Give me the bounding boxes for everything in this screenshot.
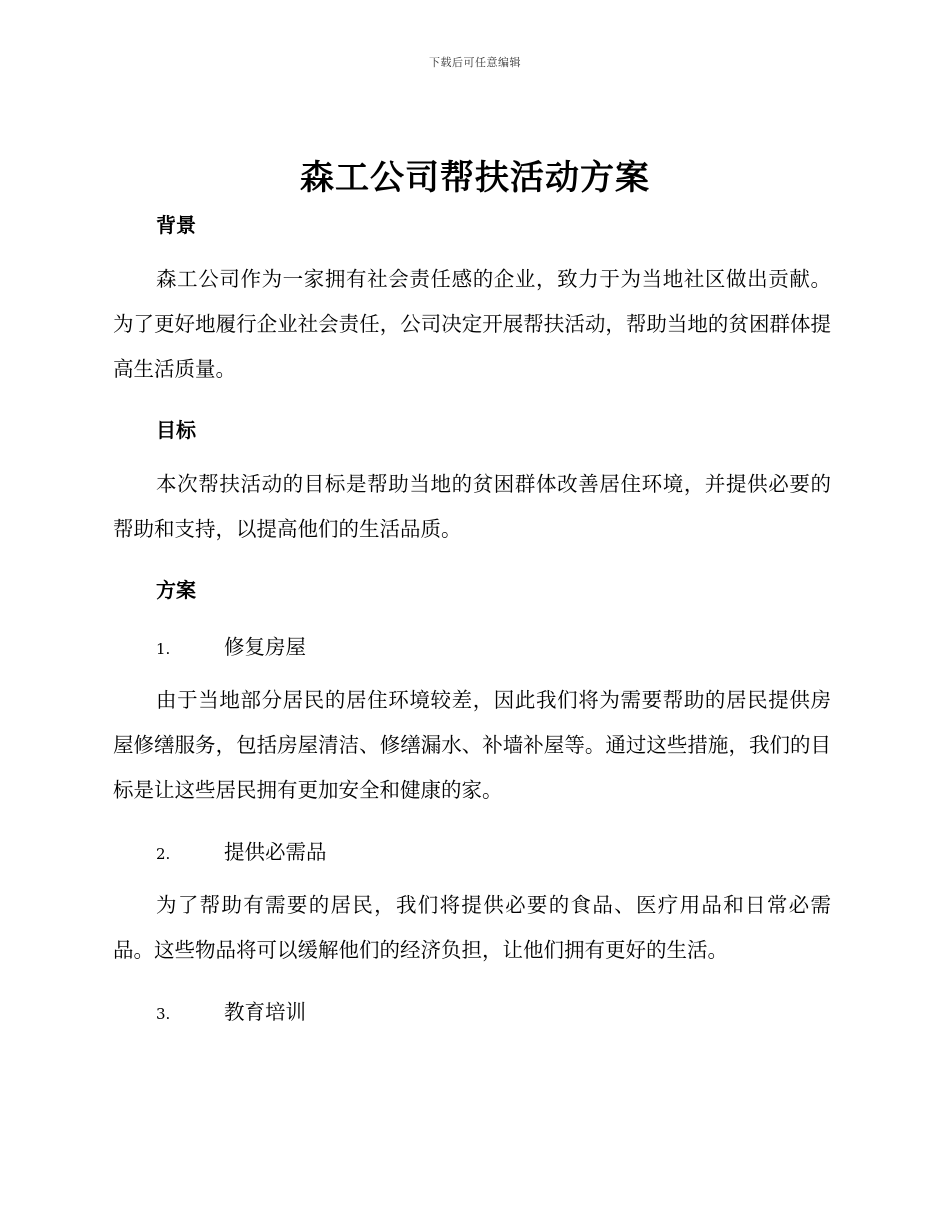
list-item-title: 教育培训 bbox=[224, 1000, 306, 1024]
list-item-number: 1. bbox=[156, 640, 171, 658]
paragraph-background: 森工公司作为一家拥有社会责任感的企业，致力于为当地社区做出贡献。为了更好地履行企业社会责任，公司决定开展帮扶活动，帮助当地的贫困群体提高生活质量。 bbox=[113, 267, 831, 381]
paragraph-necessities: 为了帮助有需要的居民，我们将提供必要的食品、医疗用品和日常必需品。这些物品将可以缓解他们的经济负担，让他们拥有更好的生活。 bbox=[113, 893, 831, 962]
header-note: 下载后可任意编辑 bbox=[429, 56, 521, 69]
section-heading-goal: 目标 bbox=[156, 418, 196, 442]
list-item-title: 修复房屋 bbox=[224, 635, 306, 659]
list-item-title: 提供必需品 bbox=[224, 840, 327, 864]
paragraph-repair-housing: 由于当地部分居民的居住环境较差，因此我们将为需要帮助的居民提供房屋修缮服务，包括房屋清洁、修缮漏水、补墙补屋等。通过这些措施，我们的目标是让这些居民拥有更加安全和健康的家。 bbox=[113, 688, 831, 802]
document-title: 森工公司帮扶活动方案 bbox=[300, 158, 650, 198]
list-item-number: 3. bbox=[156, 1005, 171, 1023]
paragraph-goal: 本次帮扶活动的目标是帮助当地的贫困群体改善居住环境，并提供必要的帮助和支持，以提高他们的生活品质。 bbox=[113, 472, 831, 541]
list-item-education-training bbox=[156, 995, 306, 1025]
list-item-necessities bbox=[156, 835, 327, 865]
list-item-repair-housing bbox=[156, 630, 306, 660]
section-heading-plan: 方案 bbox=[156, 578, 196, 602]
list-item-number: 2. bbox=[156, 845, 171, 863]
section-heading-background: 背景 bbox=[156, 213, 196, 237]
